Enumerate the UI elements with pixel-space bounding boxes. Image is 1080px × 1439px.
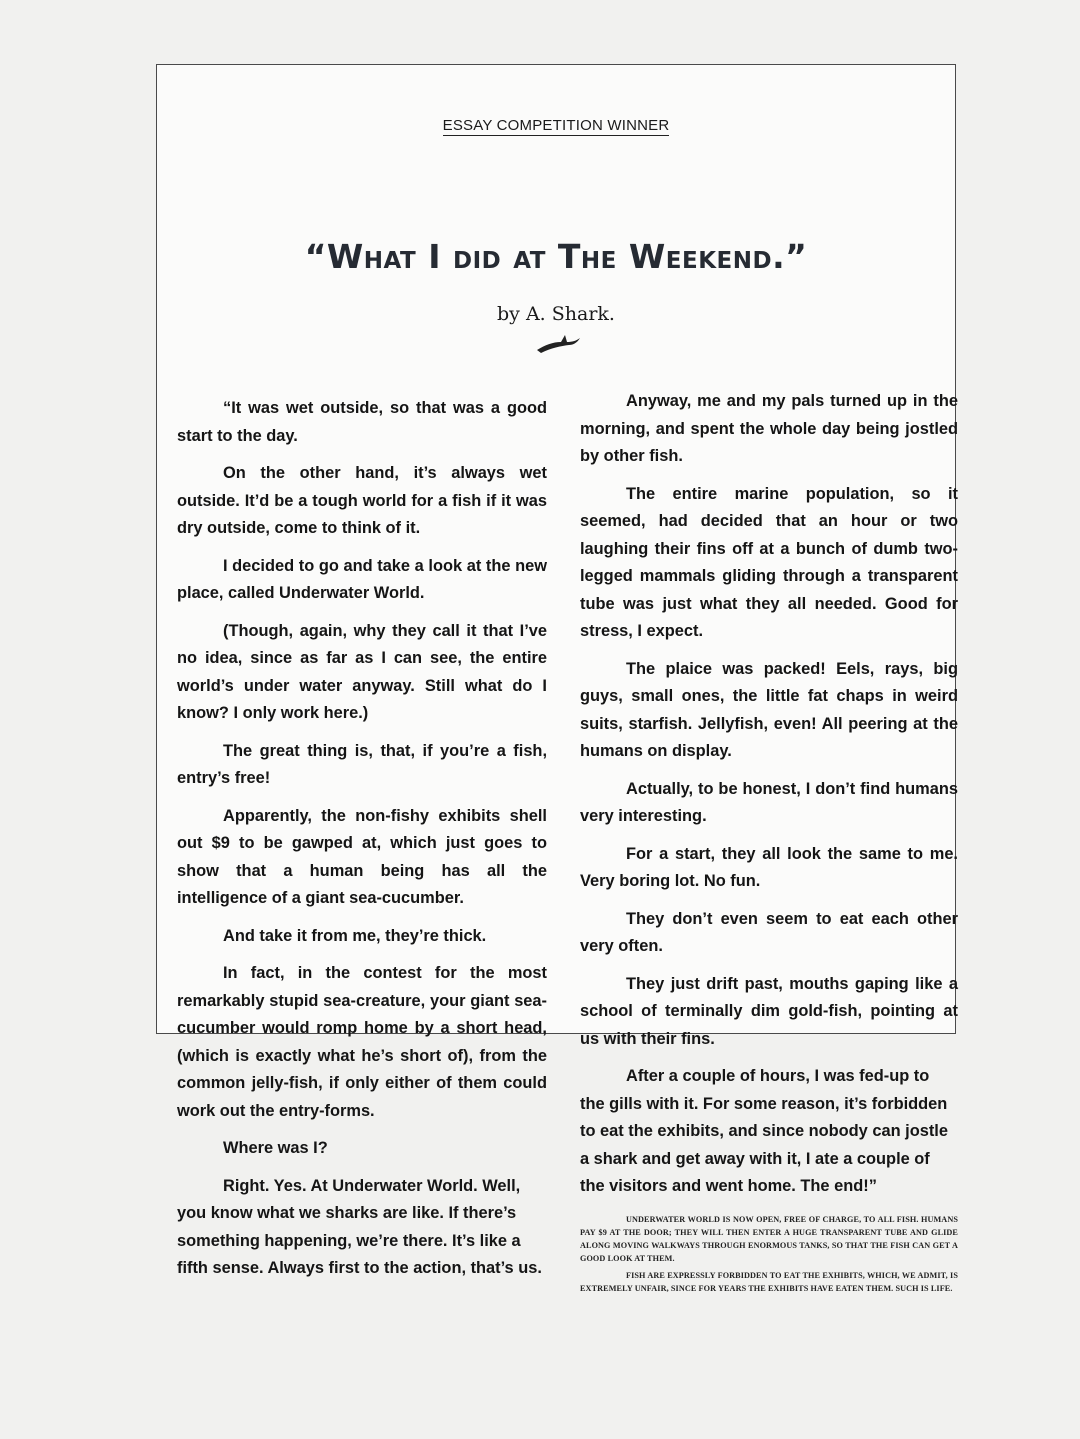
paragraph: And take it from me, they’re thick.: [223, 926, 487, 945]
kicker-text: ESSAY COMPETITION WINNER: [442, 117, 670, 134]
paragraph: Right. Yes. At Underwater World. Well, you know what we sharks are like. If there’s something happening, we’re there. It’s like a fifth sense. Always first to the action, that’s us.: [177, 1176, 542, 1277]
right-column: [580, 388, 958, 1299]
paragraph: They don’t even seem to eat each other very often.: [580, 909, 958, 955]
paragraph: The plaice was packed! Eels, rays, big guys, small ones, the little fat chaps in weird suits, starfish. Jellyfish, even! All peering at the humans on display.: [580, 659, 958, 760]
paragraph: After a couple of hours, I was fed-up to the gills with it. For some reason, it’s forbidden to eat the exhibits, and since nobody can jostle a shark and get away with it, I ate a couple of the visitors and went home. The end!”: [580, 1067, 948, 1195]
kicker: [157, 117, 955, 134]
paragraph: (Though, again, why they call it that I’ve no idea, since as far as I can see, the entire world’s under water anyway. Still what do I know? I only work here.): [177, 621, 547, 722]
shark-silhouette-icon: [535, 333, 581, 355]
paragraph: Anyway, me and my pals turned up in the morning, and spent the whole day being jostled by other fish.: [580, 392, 958, 465]
paragraph: The entire marine population, so it seemed, had decided that an hour or two laughing their fins off at a bunch of dumb two-legged mammals gliding through a transparent tube was just what they all needed. Good for stress, I expect.: [580, 484, 958, 640]
left-column: [177, 395, 547, 1293]
paragraph: They just drift past, mouths gaping like a school of terminally dim gold-fish, pointing at us with their fins.: [580, 974, 958, 1048]
footnote-paragraph: UNDERWATER WORLD IS NOW OPEN, FREE OF CHARGE, TO ALL FISH. HUMANS PAY $9 AT THE DOOR; THEY WILL THEN ENTER A HUGE TRANSPARENT TUBE AND GLIDE ALONG MOVING WALKWAYS THROUGH ENORMOUS TANKS, SO THAT THE FISH CAN GET A GOOD LOOK AT THEM.: [580, 1214, 958, 1263]
paragraph: Where was I?: [223, 1139, 328, 1157]
footnote: [580, 1213, 958, 1295]
paragraph: For a start, they all look the same to me. Very boring lot. No fun.: [580, 844, 958, 890]
footnote-paragraph: FISH ARE EXPRESSLY FORBIDDEN TO EAT THE EXHIBITS, WHICH, WE ADMIT, IS EXTREMELY UNFAIR, SINCE FOR YEARS THE EXHIBITS HAVE EATEN THEM. SUCH IS LIFE.: [580, 1270, 958, 1293]
paragraph: In fact, in the contest for the most remarkably stupid sea-creature, your giant sea-cucumber would romp home by a short head, (which is exactly what he’s short of), from the common jelly-fish, if only either of them could work out the entry-forms.: [177, 964, 547, 1120]
paragraph: On the other hand, it’s always wet outside. It’d be a tough world for a fish if it was dry outside, come to think of it.: [177, 464, 547, 537]
byline: by A. Shark.: [497, 303, 615, 325]
paragraph: I decided to go and take a look at the new place, called Underwater World.: [177, 556, 547, 602]
paragraph: “It was wet outside, so that was a good start to the day.: [177, 399, 547, 445]
paragraph: Apparently, the non-fishy exhibits shell out $9 to be gawped at, which just goes to show that a human being has all the intelligence of a giant sea-cucumber.: [177, 806, 547, 907]
paragraph: The great thing is, that, if you’re a fish, entry’s free!: [177, 741, 547, 787]
essay-page: [156, 64, 958, 1293]
essay-title: “What I did at The Weekend.”: [304, 237, 808, 276]
paragraph: Actually, to be honest, I don’t find humans very interesting.: [580, 779, 958, 825]
